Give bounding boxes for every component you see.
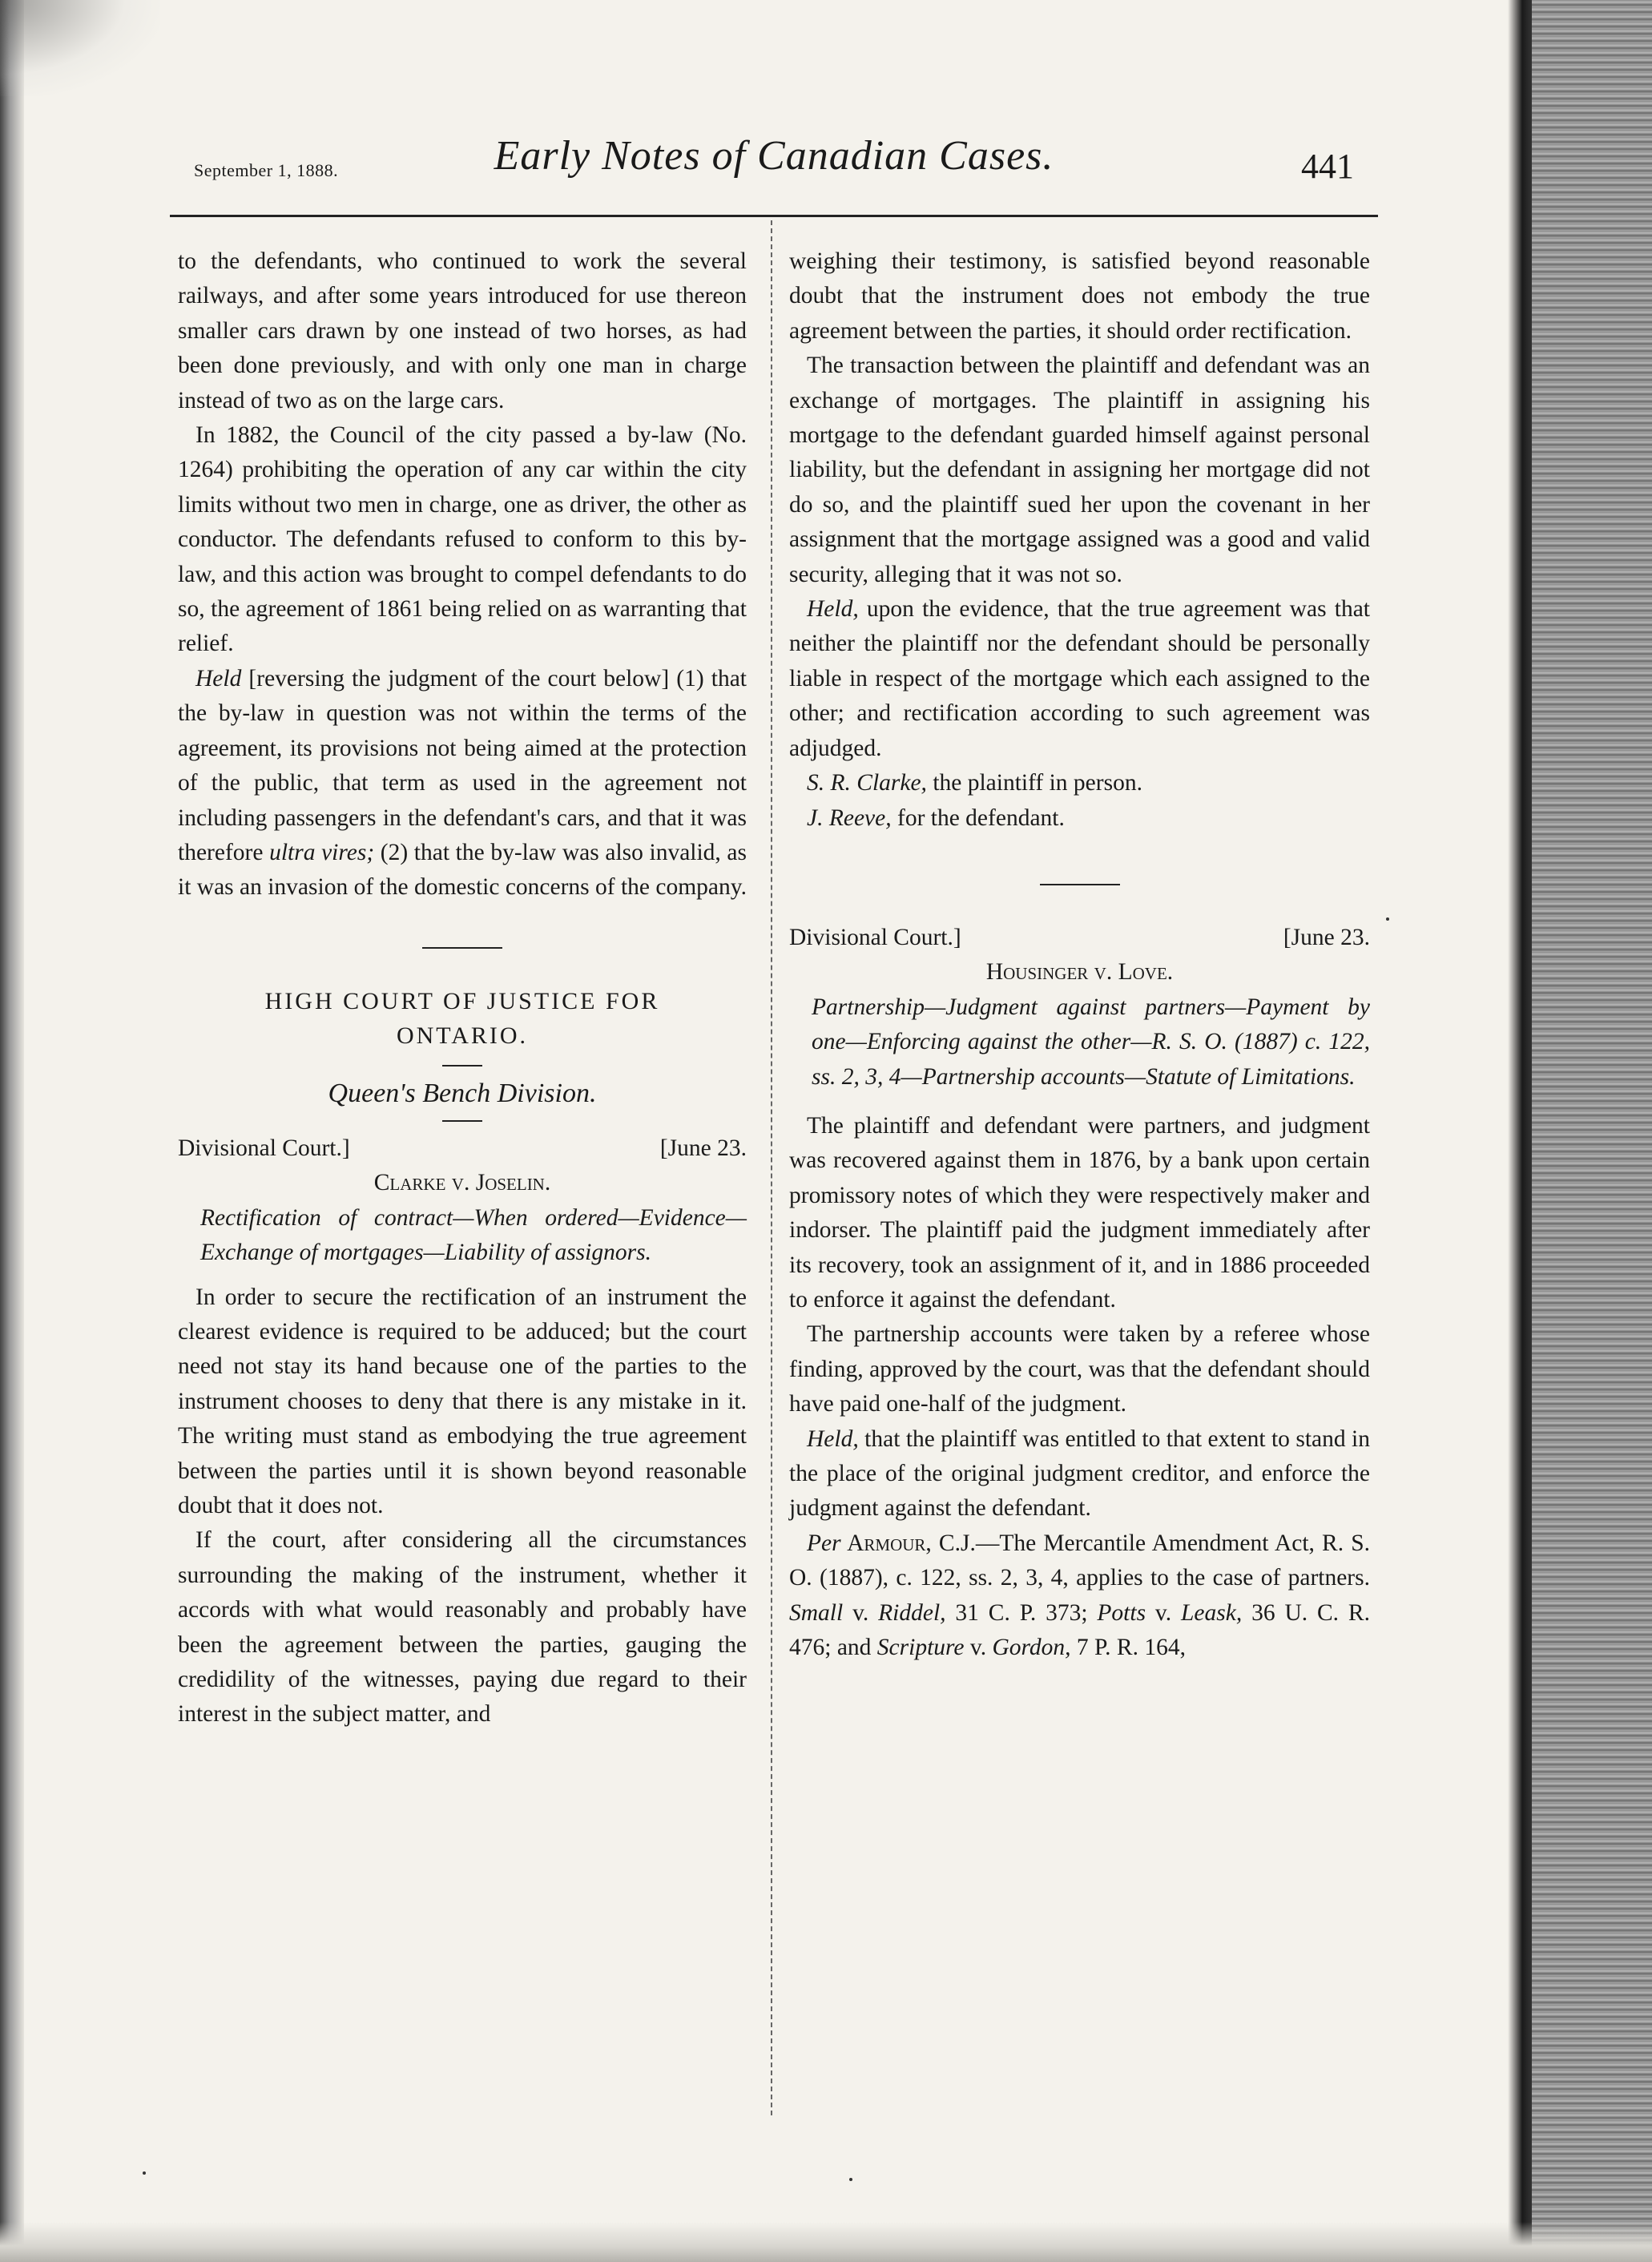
right-column: [789, 244, 1370, 1665]
paragraph: The plaintiff and defendant were partners, and judgment was recovered against them in 1876, by a bank upon certain promissory notes of which they were respectively maker and indorser. The plaintiff paid the judgment immediately after its recovery, took an assignment of it, and in 1886 proceeded to enforce it against the defendant.: [789, 1112, 1370, 1312]
court-line: [789, 921, 1370, 955]
paragraph: If the court, after considering all the circumstances surrounding the making of the instrument, whether it accords with what would reasonably and probably have been the agreement between the parties, gauging the credidility of the witnesses, paying due regard to their interest in the subject matter, and: [178, 1527, 747, 1728]
case-title: Housinger v. Love.: [985, 959, 1174, 986]
headnote: Rectification of contract—When ordered—Evidence—Exchange of mortgages—Liability of assignors.: [200, 1204, 747, 1266]
paragraph: Per Armour, C.J.—The Mercantile Amendment Act, R. S. O. (1887), c. 122, ss. 2, 3, 4, applies to the case of partners. Small v. Riddel, 31 C. P. 373; Potts v. Leask, 36 U. C. R. 476; and Scripture v. Gordon, 7 P. R. 164,: [789, 1530, 1370, 1661]
scan-bottom-edge: [0, 2222, 1652, 2262]
headnote: Partnership—Judgment against partners—Payment by one—Enforcing against the other—R. S. O. (1887) c. 122, ss. 2, 3, 4—Partnership accounts—Statute of Limitations.: [812, 994, 1370, 1090]
scan-speck: [143, 2171, 146, 2175]
held-label: Held: [195, 665, 242, 692]
held-label: Held,: [807, 596, 859, 623]
court-line: [178, 1131, 747, 1166]
counsel-line: J. Reeve, for the defendant.: [807, 804, 1065, 831]
court-heading: ONTARIO.: [396, 1022, 529, 1050]
paragraph: Held [reversing the judgment of the court below] (1) that the by-law in question was not within the terms of the agreement, its provisions not being aimed at the protection of the public, that term as used in the agreement not including passengers in the defendant's cars, and that it was therefore ultra vires; (2) that the by-law was also invalid, as it was an invasion of the domestic concerns of the company.: [178, 665, 747, 901]
paragraph: to the defendants, who continued to work the several railways, and after some years introduced for use thereon smaller cars drawn by one instead of two horses, as had been done previously, and with only one man in charge instead of two as on the large cars.: [178, 248, 747, 413]
page-number: 441: [1301, 147, 1354, 186]
scan-right-edge: [1532, 0, 1652, 2262]
case-title: Clarke v. Joselin.: [373, 1170, 551, 1196]
column-divider: [771, 220, 772, 2115]
court-date: [June 23.: [659, 1135, 747, 1161]
court-name: Divisional Court.]: [178, 1135, 350, 1161]
header-rule: [170, 215, 1378, 217]
page-header: [170, 128, 1378, 208]
scan-speck: [1386, 917, 1389, 921]
counsel-line: S. R. Clarke, the plaintiff in person.: [807, 770, 1142, 796]
paragraph: Held, upon the evidence, that the true agreement was that neither the plaintiff nor the defendant should be personally liable in respect of the mortgage which each assigned to the other; and rectification according to such agreement was adjudged.: [789, 596, 1370, 761]
paragraph: In order to secure the rectification of an instrument the clearest evidence is required to be adduced; but the court need not stay its hand because one of the parties to the instrument chooses to deny that there is any mistake in it. The writing must stand as embodying the true agreement between the parties until it is shown beyond reasonable doubt that it does not.: [178, 1284, 747, 1518]
scan-speck: [849, 2178, 852, 2181]
scan-left-edge: [0, 0, 24, 2262]
paragraph: Held, that the plaintiff was entitled to that extent to stand in the place of the original judgment creditor, and enforce the judgment against the defendant.: [789, 1425, 1370, 1522]
scan-binding-shadow: [1508, 0, 1532, 2262]
court-heading: HIGH COURT OF JUSTICE FOR: [264, 987, 660, 1014]
paragraph: The partnership accounts were taken by a referee whose finding, approved by the court, was that the defendant should have paid one-half of the judgment.: [789, 1321, 1370, 1417]
paragraph: In 1882, the Council of the city passed a by-law (No. 1264) prohibiting the operation of any car within the city limits without two men in charge, one as driver, the other as conductor. The defendants refused to conform to this by-law, and this action was brought to compel defendants to do so, the agreement of 1861 being relied on as warranting that relief.: [178, 422, 747, 657]
left-column: [178, 244, 747, 1732]
division-heading: Queen's Bench Division.: [328, 1078, 597, 1108]
paragraph: The transaction between the plaintiff and defendant was an exchange of mortgages. The plaintiff in assigning his mortgage to the defendant guarded himself against personal liability, but the defendant in assigning her mortgage did not do so, and the plaintiff sued her upon the covenant in her assignment that the mortgage assigned was a good and valid security, alleging that it was not so.: [789, 353, 1370, 587]
paragraph: weighing their testimony, is satisfied beyond reasonable doubt that the instrument does not embody the true agreement between the parties, it should order rectification.: [789, 248, 1370, 344]
court-date: [June 23.: [1283, 924, 1370, 950]
header-title: Early Notes of Canadian Cases.: [494, 133, 1054, 179]
header-date: September 1, 1888.: [194, 160, 339, 180]
court-name: Divisional Court.]: [789, 924, 961, 950]
scan-noise: [0, 0, 160, 96]
held-label: Held,: [807, 1425, 859, 1452]
